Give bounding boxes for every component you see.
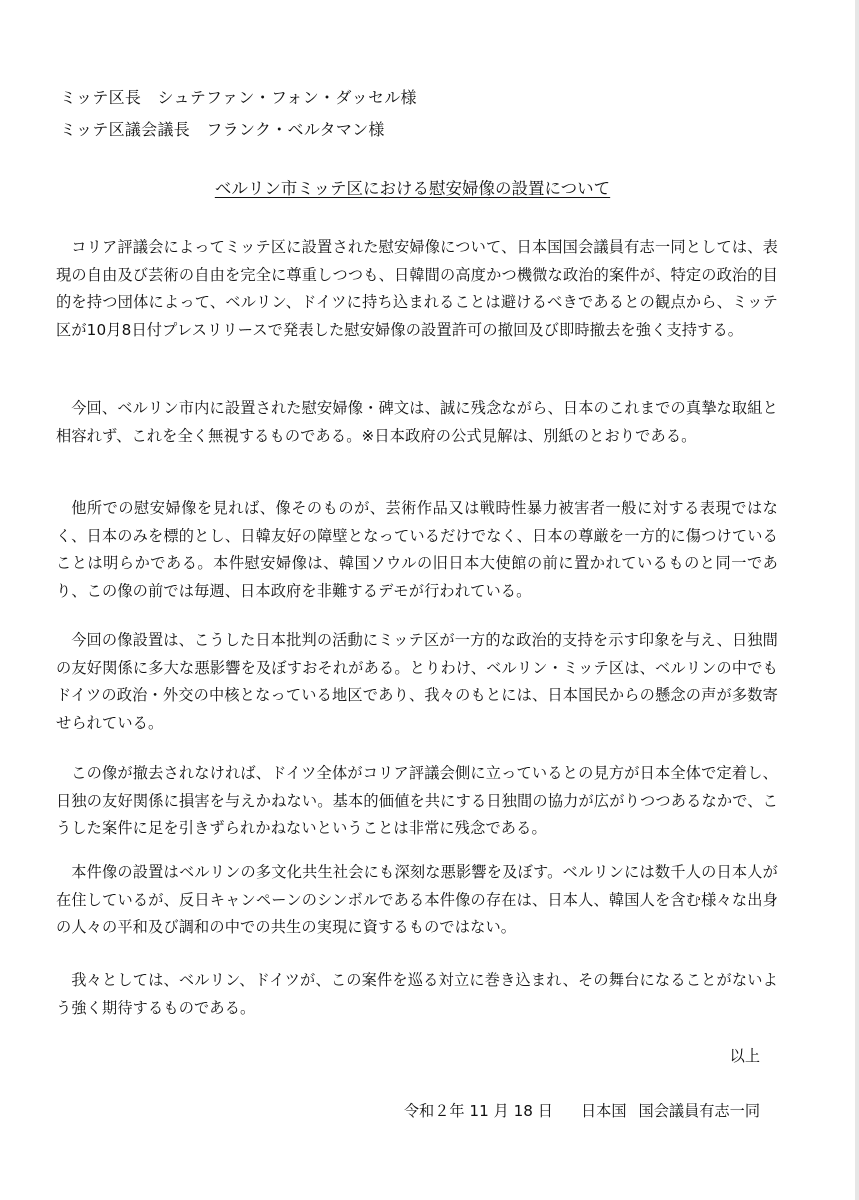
signatory: 国会議員有志一同 xyxy=(638,1102,760,1120)
closing-mark: 以上 xyxy=(729,1047,760,1065)
addressee-mayor: ミッテ区長 シュテファン・フォン・ダッセル様 xyxy=(60,88,417,107)
letter-date: 令和２年 11 月 18 日 xyxy=(403,1102,553,1120)
signature-line xyxy=(404,1101,760,1121)
letter-title-text: ベルリン市ミッテ区における慰安婦像の設置について xyxy=(214,179,611,198)
paragraph-4: 今回の像設置は、こうした日本批判の活動にミッテ区が一方的な政治的支持を示す印象を与え、日独間の友好関係に多大な悪影響を及ぼすおそれがある。とりわけ、ベルリン・ミッテ区は、ベルリンの中でもドイツの政治・外交の中核となっている地区であり、我々のもとには、日本国民からの懸念の声が多数寄せられている。 xyxy=(56,631,778,732)
addressee-council-chair: ミッテ区議会議長 フランク・ベルタマン様 xyxy=(60,120,385,139)
paragraph-5: この像が撤去されなければ、ドイツ全体がコリア評議会側に立っているとの見方が日本全体で定着し、日独の友好関係に損害を与えかねない。基本的価値を共にする日独間の協力が広がりつつあるなかで、こうした案件に足を引きずられかねないということは非常に残念である。 xyxy=(56,764,778,837)
signatory-country: 日本国 xyxy=(580,1102,627,1120)
paragraph-6: 本件像の設置はベルリンの多文化共生社会にも深刻な悪影響を及ぼす。ベルリンには数千人の日本人が在住しているが、反日キャンペーンのシンボルである本件像の存在は、日本人、韓国人を含む様々な出身の人々の平和及び調和の中での共生の実現に資するものではない。 xyxy=(56,863,778,936)
paragraph-7: 我々としては、ベルリン、ドイツが、この案件を巡る対立に巻き込まれ、その舞台になることがないよう強く期待するものである。 xyxy=(56,971,778,1017)
paragraph-3: 他所での慰安婦像を見れば、像そのものが、芸術作品又は戦時性暴力被害者一般に対する表現ではなく、日本のみを標的とし、日韓友好の障壁となっているだけでなく、日本の尊厳を一方的に傷つけていることは明らかである。本件慰安婦像は、韓国ソウルの旧日本大使館の前に置かれているものと同一であり、この像の前では毎週、日本政府を非難するデモが行われている。 xyxy=(56,499,778,600)
paragraph-2: 今回、ベルリン市内に設置された慰安婦像・碑文は、誠に残念ながら、日本のこれまでの真摯な取組と相容れず、これを全く無視するものである。※日本政府の公式見解は、別紙のとおりである。 xyxy=(56,399,778,445)
letter-title xyxy=(0,178,825,200)
paragraph-1: コリア評議会によってミッテ区に設置された慰安婦像について、日本国国会議員有志一同としては、表現の自由及び芸術の自由を完全に尊重しつつも、日韓間の高度かつ機微な政治的案件が、特定の政治的目的を持つ団体によって、ベルリン、ドイツに持ち込まれることは避けるべきであるとの観点から、ミッテ区が10月8日付プレスリリースで発表した慰安婦像の設置許可の撤回及び即時撤去を強く支持する。 xyxy=(56,238,778,339)
